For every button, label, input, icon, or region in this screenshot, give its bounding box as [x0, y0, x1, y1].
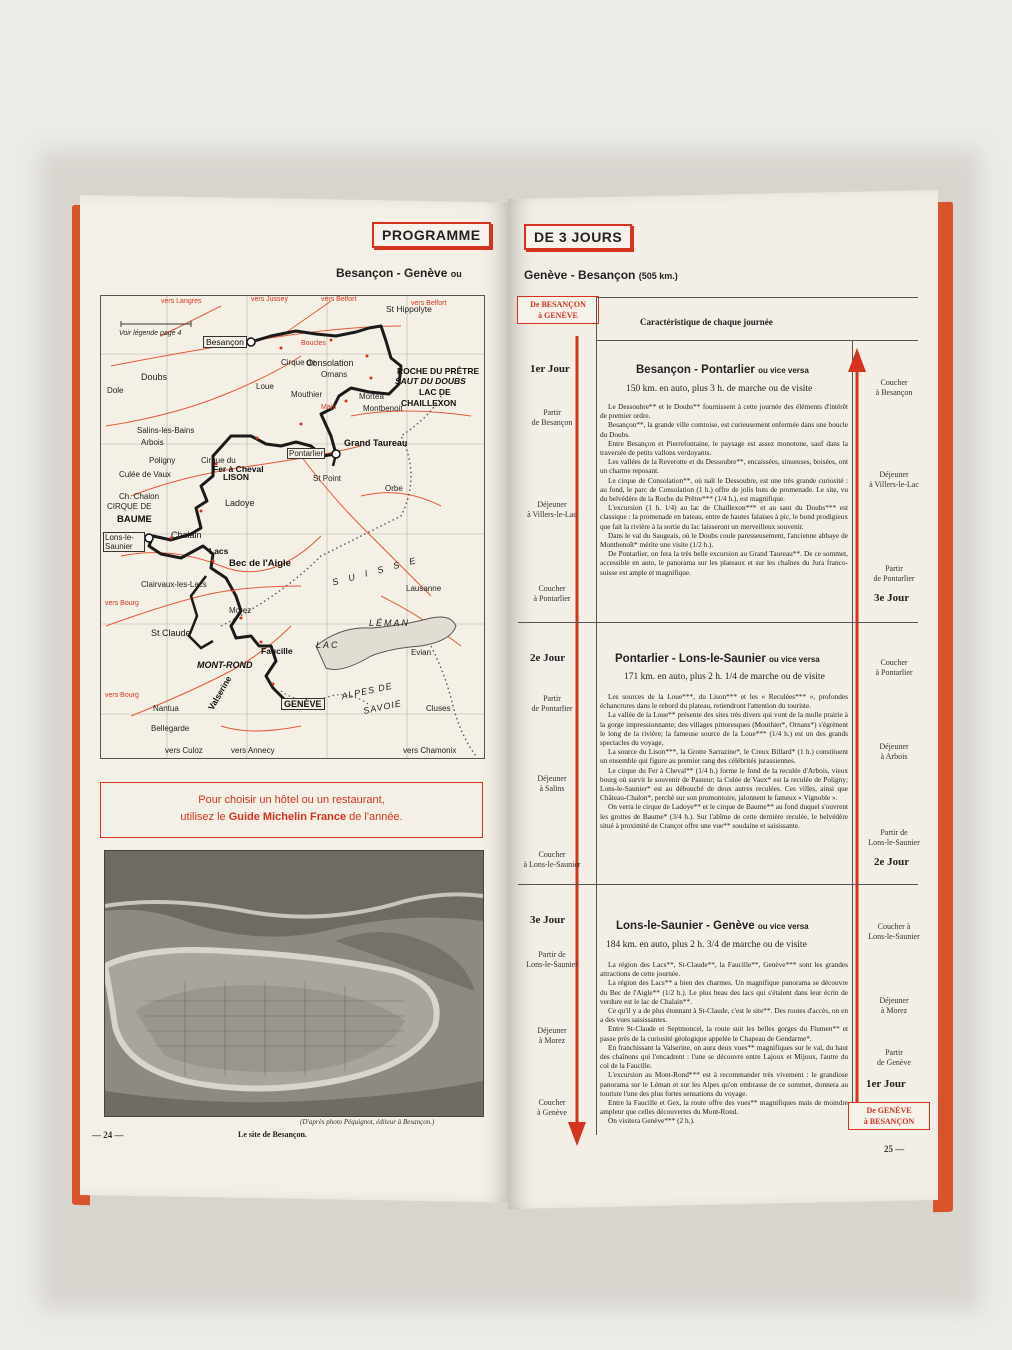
day-2-step-dejeuner: Déjeuner à Salins: [537, 774, 567, 793]
map-label: BAUME: [117, 514, 152, 525]
day-1-right-step: Coucher à Besançon: [875, 378, 913, 397]
map-label: Voir légende page 4: [119, 330, 182, 337]
stamp-top-line-1: De BESANÇON: [530, 300, 586, 309]
day-separator: [518, 884, 918, 885]
map-label: Besançon: [203, 336, 247, 348]
day-3-right-day: 1er Jour: [866, 1078, 906, 1090]
map-label: vers Belfort: [411, 300, 447, 307]
programme-header: PROGRAMME: [372, 222, 491, 248]
map-label: Culée de Vaux: [119, 470, 171, 479]
day-3-paragraph: La région des Lacs** a bien des charmes. Un magnifique panorama se découvre du Bec de l'Aigle** (1/2 h.). Le plus beau des lacs qui s'étalent dans leur écrin de verdure est le lac de Chalain**.: [600, 978, 848, 1006]
map-label: Grand Taureau: [344, 438, 408, 448]
map-label: Ch. Chalon: [119, 492, 160, 501]
besancon-aerial-photo: [104, 850, 484, 1117]
day-1-paragraph: Le cirque de Consolation**, où naît le Dessoubre, est une très grande curiosité : au fond, le parc de Consolation (1 h.) offre de jolis buts de promenade. Le site, vu du belvédère de la Roche du Prêtre*** (1/4 h.), est magnifique.: [600, 475, 848, 504]
map-label: Lacs: [209, 546, 229, 556]
map-label: Cirque de: [281, 358, 316, 367]
day-3-paragraph: On visitera Genève*** (2 h.).: [608, 1116, 695, 1126]
map-label: St Claude: [151, 628, 191, 638]
day-3-paragraph: L'excursion au Mont-Rond*** est à recommander très vivement : le grandiose panorama sur le Léman et sur les Alpes qu'on embrasse de ce sommet, donnera au touriste l'une des plus fortes sensations du voyage.: [600, 1070, 848, 1098]
route-title-text: Besançon - Genève: [336, 266, 448, 280]
map-label: Doubs: [141, 372, 168, 382]
day-2-title-text: Pontarlier - Lons-le-Saunier: [615, 653, 766, 665]
map-label: Cluses: [426, 704, 451, 713]
day-2-right-day: 2e Jour: [874, 856, 910, 868]
map-label: Main: [321, 404, 337, 411]
day-1-paragraph: Les vallées de la Reverotte et du Dessoubre**, encaissées, sinueuses, boisées, ont un charme reposant.: [600, 457, 848, 476]
day-2-step-depart: Partir de Pontarlier: [531, 694, 573, 713]
stamp-de-besancon-a-geneve: [517, 296, 599, 324]
page-number-left: — 24 —: [92, 1130, 124, 1140]
day-1-title-text: Besançon - Pontarlier: [636, 364, 755, 376]
map-label: Mouthier: [291, 390, 323, 399]
photo-graphic: [105, 851, 483, 1116]
map-label: Boucles: [301, 340, 326, 347]
map-label: Ornans: [321, 370, 348, 379]
map-label: Arbois: [141, 438, 164, 447]
day-1-step-coucher: Coucher à Pontarlier: [533, 584, 571, 603]
day-1-step-depart: Partir de Besançon: [531, 408, 573, 427]
map-label: Bec de l'Aigle: [229, 558, 291, 569]
map-label: Pontarlier: [289, 449, 324, 458]
map-label: Salins-les-Bains: [137, 426, 195, 435]
map-label: S U I S S E: [331, 554, 421, 588]
map-label: vers Chamonix: [403, 746, 457, 755]
stamp-top-line-2: à GENÈVE: [538, 311, 578, 320]
map-label: Morez: [229, 606, 252, 615]
map-label: Poligny: [149, 456, 176, 465]
route-map: [100, 295, 485, 759]
map-label: Dole: [107, 386, 124, 395]
column-header: Caractéristique de chaque journée: [640, 317, 773, 327]
day-3-label: 3e Jour: [530, 914, 566, 926]
map-label: ALPES DE: [340, 680, 394, 702]
day-3-body: [600, 960, 848, 1126]
column-rule-left: [596, 297, 597, 1135]
day-3-paragraph: En franchissant la Valserine, on aura deux vues** magnifiques sur le val, du haut des chaînons qui l'encadrent : l'une se découvre entre Lajoux et Mijoux, l'autre du col de la Faucille.: [600, 1042, 848, 1071]
page-number-right: 25 —: [884, 1144, 905, 1154]
day-2-paragraph: On verra le cirque de Ladoye** et le cirque de Baume** au fond duquel s'ouvrent les grottes de Baume* (3/4 h.). Sur l'abîme de cette dernière reculée, le belvédère situé à proximité de Crançot offre une vue** soudaine et saisissante.: [600, 802, 848, 830]
guide-line-2-bold: Guide Michelin France: [228, 811, 347, 823]
map-label: SAVOIE: [362, 698, 403, 716]
map-label: St Hippolyte: [386, 304, 432, 314]
map-label: St Point: [313, 474, 342, 483]
day-1-right-step: Déjeuner à Villers-le-Lac: [869, 470, 919, 489]
map-label: LAC: [316, 640, 340, 650]
day-1-subtitle: 150 km. en auto, plus 3 h. de marche ou de visite: [626, 384, 813, 394]
map-label: vers Jussey: [251, 296, 288, 303]
day-2-paragraph: La source du Lison***, la Grotte Sarrazine*, le Creux Billard* (1 h.) constituent un ensemble qui figure au premier rang des célébrités jurassiennes.: [600, 747, 848, 766]
route-title-text: Genève - Besançon: [524, 268, 636, 282]
day-2-paragraph: Le cirque du Fer à Cheval** (1/4 h.) forme le fond de la reculée d'Arbois, vieux bourg où survit le souvenir de Pasteur; la Culée de Vaux* est la reculée de Poligny; Lons-le-Saunier* est au débouché de deux autres reculées. Ces villes, ainsi que Château-Chalon*, perché sur son promontoire, jalonnent le fameux « Vignoble ».: [600, 765, 848, 803]
day-3-step-coucher: Coucher à Genève: [537, 1098, 567, 1117]
day-2-title: [615, 653, 820, 665]
map-label: Evian: [411, 648, 432, 657]
right-route-title: [524, 268, 678, 282]
map-label: Valserine: [206, 674, 234, 712]
map-label: LÉMAN: [369, 618, 411, 628]
map-label: GENÈVE: [281, 698, 325, 710]
map-label: SAUT DU DOUBS: [395, 376, 466, 386]
map-label: Montbenoit: [363, 404, 403, 413]
map-label: LAC DE: [419, 387, 451, 397]
map-label: Chalain: [171, 530, 202, 540]
day-2-paragraph: Les sources de la Loue***, du Lison*** et les « Reculées*** », profondes échancrures dans le rebord du plateau, retiendront l'attention du touriste.: [600, 692, 848, 711]
day-1-right-day: 3e Jour: [874, 592, 910, 604]
map-label: CIRQUE DE: [107, 502, 152, 511]
map-label: Nantua: [153, 704, 179, 713]
map-label: Orbe: [385, 484, 403, 493]
guide-line-2-pre: utilisez le: [180, 811, 226, 823]
day-1-title: [636, 364, 809, 376]
day-3-step-depart: Partir de Lons-le-Saunier: [526, 950, 578, 969]
day-3-right-step: Coucher à Lons-le-Saunier: [868, 922, 920, 941]
map-label: Lausanne: [406, 584, 442, 593]
photo-caption: Le site de Besançon.: [238, 1130, 307, 1139]
map-label: vers Belfort: [321, 296, 357, 303]
day-1-paragraph: L'excursion (1 h. 1/4) au lac de Chaillexon*** et au saut du Doubs*** est classique : la promenade en bateau, entre de hautes falaises à pic, le bond prodigieux que fait la rivière à la sortie du lac laisseront un merveilleux souvenir.: [600, 503, 848, 531]
route-km: (505 km.): [638, 271, 678, 281]
day-2-body: [600, 692, 848, 830]
map-label: vers Langres: [161, 298, 202, 305]
map-label: ROCHE DU PRÊTRE: [397, 366, 480, 376]
day-2-right-step: Partir de Lons-le-Saunier: [868, 828, 920, 847]
day-3-step-dejeuner: Déjeuner à Morez: [537, 1026, 567, 1045]
day-1-paragraph: Entre Besançon et Pierrefontaine, le paysage est assez monotone, sauf dans la traversée de petits vallons verdoyants.: [600, 438, 848, 458]
day-1-step-dejeuner: Déjeuner à Villers-le-Lac: [527, 500, 577, 519]
map-label: vers Annecy: [231, 746, 275, 755]
top-rule: [596, 297, 918, 298]
map-label: Bellegarde: [151, 724, 190, 733]
day-3-right-step: Partir de Genève: [877, 1048, 911, 1067]
guide-line-1: Pour choisir un hôtel ou un restaurant,: [198, 794, 385, 806]
day-1-right-step: Partir de Pontarlier: [873, 564, 915, 583]
map-label: vers Culoz: [165, 746, 203, 755]
day-2-paragraph: La vallée de la Loue** présente des sites très divers qui vont de la molle prairie à la gorge impressionnante; des villages pittoresques (Mouthier*, Ornans*) s'égrènent le long de la rivière; la fameuse source de la Loue*** (1/4 h.) est un des grands spectacles du voyage.: [600, 710, 848, 748]
guide-michelin-box: [100, 782, 483, 838]
day-1-title-suffix: ou vice versa: [758, 366, 809, 375]
day-3-paragraph: Entre St-Claude et Septmoncel, la route suit les belles gorges du Flumen** et passe près de la curiosité géologique appelée le Chapeau de Gendarme*.: [600, 1024, 848, 1043]
map-label: vers Bourg: [105, 692, 139, 699]
day-1-paragraph: Dans le val du Saugeais, où le Doubs coule paresseusement, l'ancienne abbaye de Montbenoît* mérite une visite (1/2 h.).: [600, 530, 848, 550]
day-3-subtitle: 184 km. en auto, plus 2 h. 3/4 de marche ou de visite: [606, 940, 807, 950]
map-label: Fer à Cheval: [213, 464, 264, 474]
day-1-label: 1er Jour: [530, 363, 570, 375]
de-3-jours-header: DE 3 JOURS: [524, 224, 632, 250]
day-separator: [518, 622, 918, 623]
map-label: Faucille: [261, 646, 293, 656]
day-2-title-suffix: ou vice versa: [769, 655, 820, 664]
map-label: Clairvaux-les-Lacs: [141, 580, 207, 589]
route-title-suffix: ou: [450, 269, 462, 279]
map-label: LISON: [223, 472, 249, 482]
map-label: Loue: [256, 382, 274, 391]
day-1-body: [600, 402, 848, 577]
day-1-paragraph: Besançon**, la grande ville comtoise, est curieusement enfermée dans une boucle du Doubs.: [600, 420, 848, 439]
left-route-title: [336, 266, 462, 280]
day-2-right-step: Déjeuner à Arbois: [879, 742, 909, 761]
map-label: Lons-le-Saunier: [103, 532, 145, 552]
day-2-subtitle: 171 km. en auto, plus 2 h. 1/4 de marche ou de visite: [624, 672, 825, 682]
map-label: MONT-ROND: [197, 660, 253, 670]
map-label: CHAILLEXON: [401, 398, 457, 408]
stamp-de-geneve-a-besancon: [848, 1102, 930, 1130]
map-label: Ladoye: [225, 498, 255, 508]
day-3-paragraph: La région des Lacs**, St-Claude**, la Faucille**, Genève*** sont les grandes attractions de cette journée.: [600, 960, 848, 979]
photo-credit: (D'après photo Péquignot, éditeur à Besançon.): [300, 1118, 435, 1126]
day-2-right-step: Coucher à Pontarlier: [875, 658, 913, 677]
stamp-bottom-line-2: à BESANÇON: [863, 1117, 915, 1126]
day-1-paragraph: Le Dessoubre** et le Doubs** fournissent à cette journée des éléments d'intérêt de premier ordre.: [600, 402, 848, 421]
map-label: Mortea: [359, 392, 384, 401]
stamp-bottom-line-1: De GENÈVE: [866, 1106, 912, 1115]
day-2-step-coucher: Coucher à Lons-le-Saunier: [523, 850, 581, 869]
guide-line-2-post: de l'année.: [349, 811, 403, 823]
day-1-paragraph: De Pontarlier, on fera la très belle excursion au Grand Taureau**. De ce sommet, accessible en auto, le panorama sur les plateaux et sur les chaînes du Jura franco-suisse est ample et magnifique.: [600, 549, 848, 577]
header-rule: [596, 340, 918, 341]
map-label: Cirque du: [201, 456, 236, 465]
day-3-paragraph: Ce qu'il y a de plus étonnant à St-Claude, c'est le site**. Des routes d'accès, on en a des vues saisissantes.: [600, 1006, 848, 1025]
day-3-title-suffix: ou vice versa: [757, 922, 809, 931]
guide-line-2: [101, 809, 482, 826]
day-3-title-text: Lons-le-Saunier - Genève: [616, 920, 755, 932]
day-3-title: [616, 920, 809, 932]
day-2-label: 2e Jour: [530, 652, 566, 664]
map-label: Consolation: [306, 358, 354, 368]
map-label: vers Bourg: [105, 600, 139, 607]
day-3-right-step: Déjeuner à Morez: [879, 996, 909, 1015]
day-3-paragraph: Entre la Faucille et Gex, la route offre des vues** magnifiques mais de moindre ampleur que celles découvertes du Mont-Rond.: [600, 1098, 848, 1117]
